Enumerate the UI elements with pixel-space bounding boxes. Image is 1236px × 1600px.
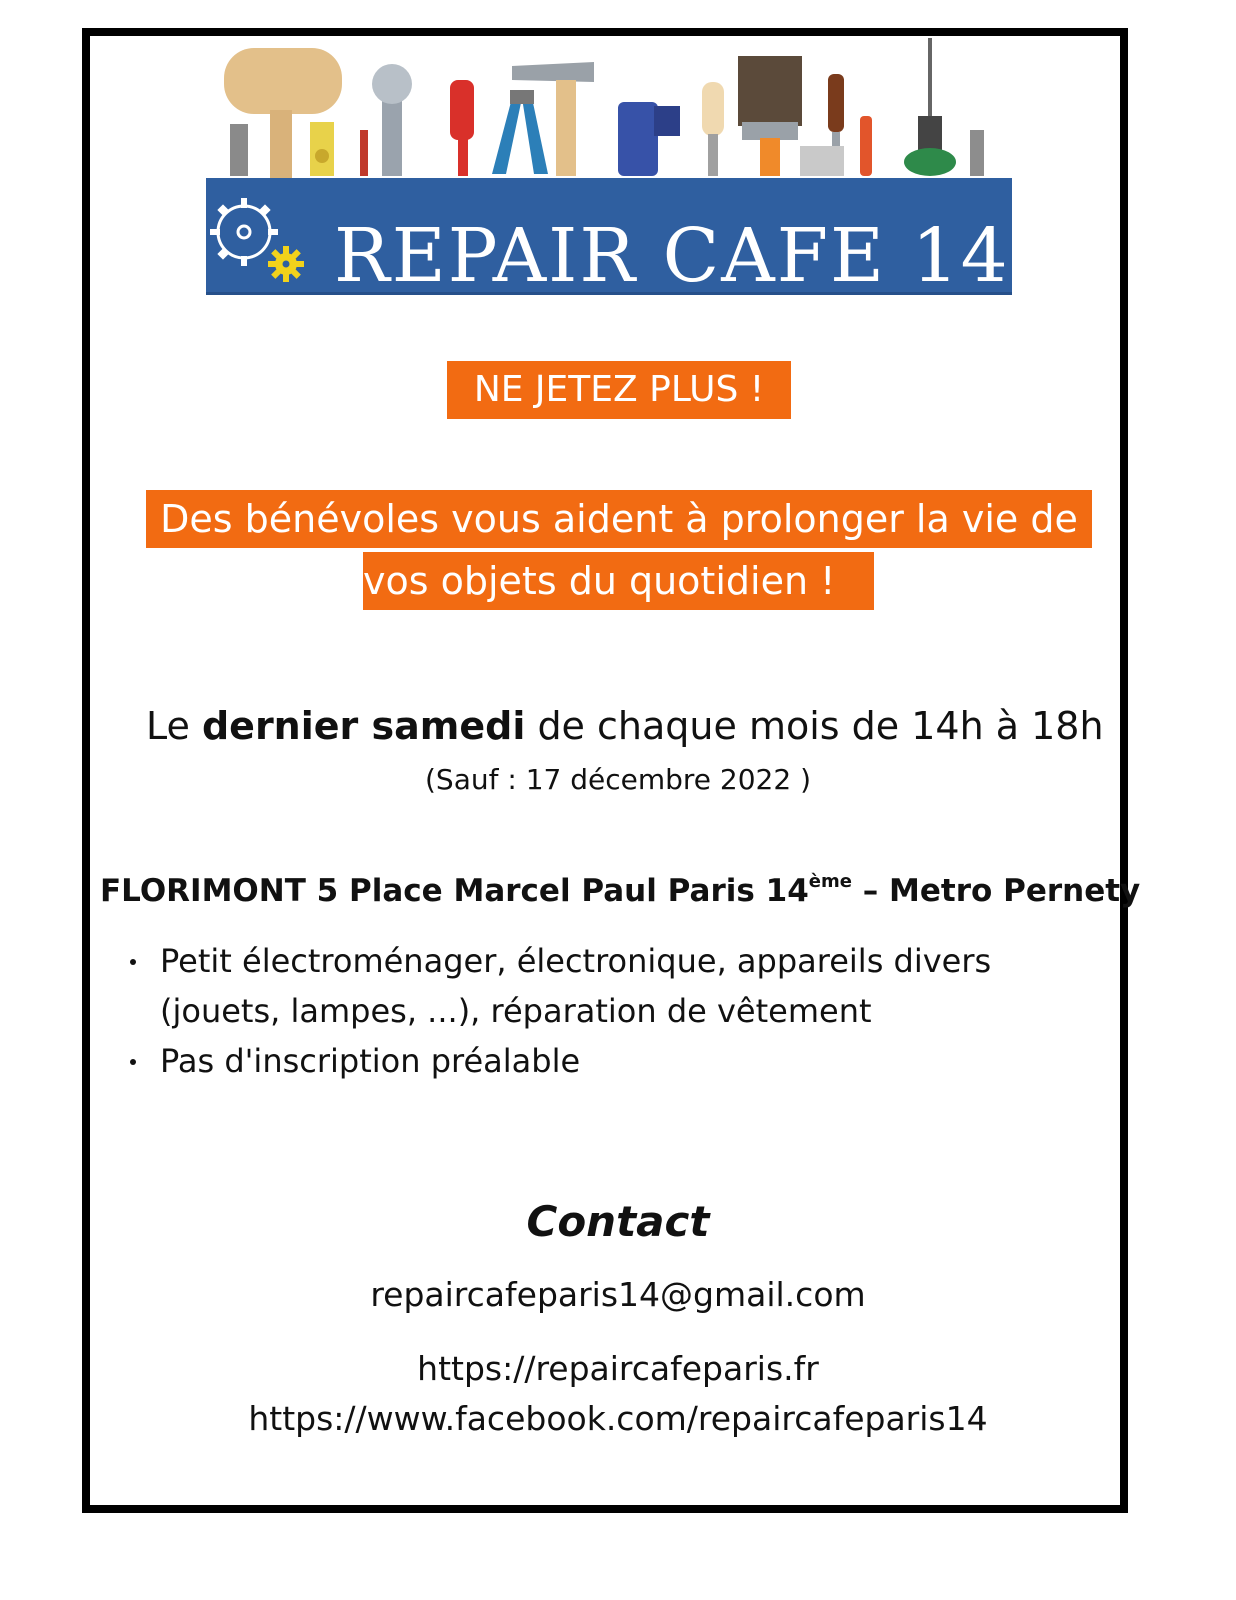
subheadline-line-2: vos objets du quotidien !: [363, 552, 874, 610]
contact-title: Contact: [526, 1197, 710, 1246]
schedule-exception: (Sauf : 17 décembre 2022 ): [425, 763, 811, 796]
gear-icon: [206, 192, 310, 284]
list-item: Petit électroménager, électronique, appareils divers (jouets, lampes, ...), réparation de vêtement: [126, 936, 1106, 1036]
facebook-link[interactable]: https://www.facebook.com/repaircafeparis14: [248, 1399, 988, 1438]
subheadline-line-1: Des bénévoles vous aident à prolonger la vie de: [146, 490, 1092, 548]
address: FLORIMONT 5 Place Marcel Paul Paris 14ème – Metro Pernety: [100, 871, 1141, 909]
list-item: Pas d'inscription préalable: [126, 1036, 1106, 1086]
facebook-url[interactable]: [0, 1394, 1236, 1444]
bullet-icon: [130, 959, 136, 965]
logo-banner: [206, 178, 1040, 299]
website-url[interactable]: [0, 1344, 1236, 1394]
services-list: [126, 936, 1106, 1086]
logo-title: REPAIR CAFE 14e: [334, 213, 1040, 299]
contact-email[interactable]: [0, 1270, 1236, 1320]
website-link[interactable]: https://repaircafeparis.fr: [417, 1349, 819, 1388]
bullet-icon: [130, 1059, 136, 1065]
headline-banner: NE JETEZ PLUS !: [447, 361, 791, 419]
schedule-highlight: dernier samedi: [201, 704, 526, 748]
tools-illustration: [222, 38, 1012, 178]
email-link[interactable]: repaircafeparis14@gmail.com: [370, 1275, 866, 1314]
schedule-text: Le dernier samedi de chaque mois de 14h à 18h: [146, 704, 1104, 748]
